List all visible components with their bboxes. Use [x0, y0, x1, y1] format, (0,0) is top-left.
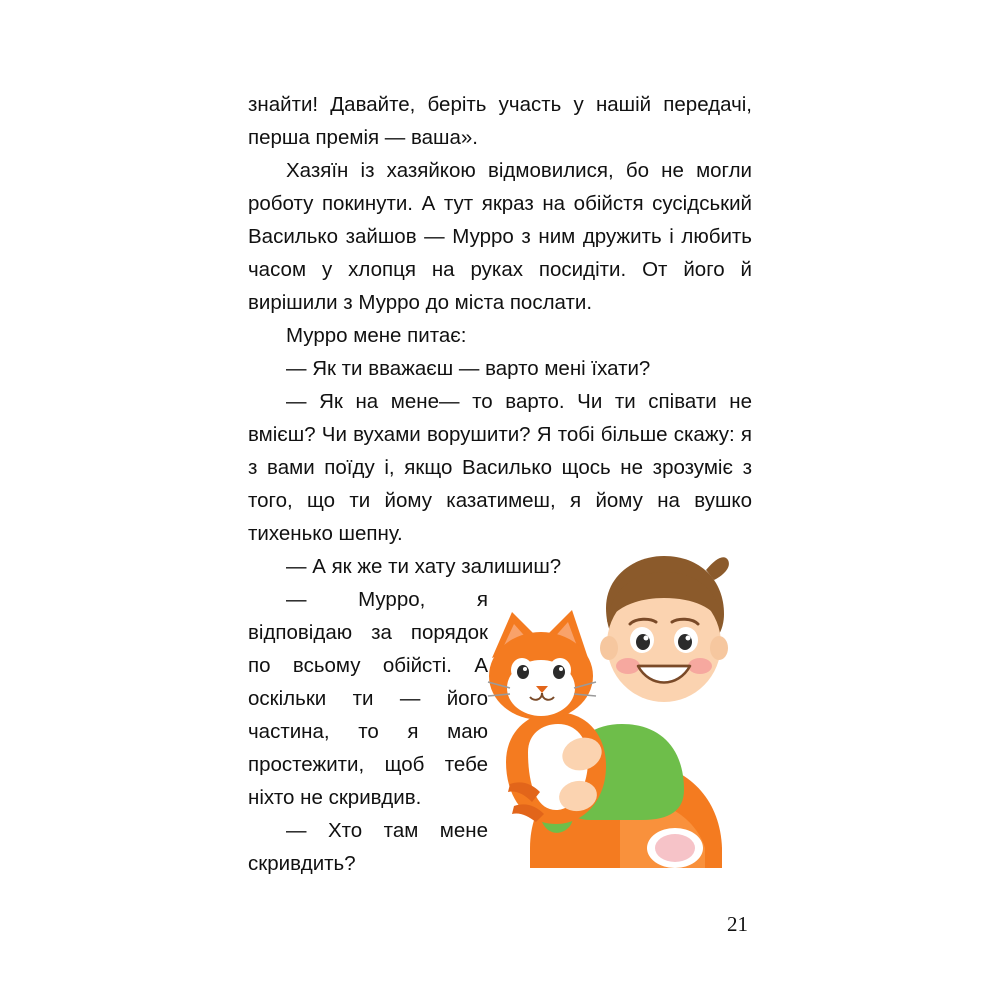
paragraph-1: знайти! Давайте, беріть участь у нашій передачі, перша премія — ваша».: [248, 93, 752, 149]
dialog-line-2: — Як на мене— то варто. Чи ти співати не вмієш? Чи вухами ворушити? Я тобі більше скажу: я з вами поїду і, якщо Василько щось не зрозуміє з того, що ти йому казатимеш, я йому на вушко тихенько шепну.: [248, 390, 752, 545]
illustration-boy-holding-cat: [470, 548, 770, 868]
dialog-line-3: — А як же ти хату залишиш?: [286, 555, 562, 578]
dialog-line-1: — Як ти вважаєш — варто мені їхати?: [286, 357, 651, 380]
page-number: 21: [727, 912, 748, 936]
dialog-line-5: — Хто там мене скривдить?: [248, 819, 488, 875]
paragraph-3: Мурро мене питає:: [286, 324, 467, 347]
dialog-line-4: — Мурро, я відповідаю за порядок по всьому обійсті. А оскільки ти — його частина, то я маю простежити, щоб тебе ніхто не скривдив.: [248, 588, 488, 809]
paragraph-2: Хазяїн із хазяйкою відмовилися, бо не могли роботу покинути. А тут якраз на обійстя сусідський Василько зайшов — Мурро з ним дружить і любить часом у хлопця на руках посидіти. От його й вирішили з Мурро до міста послати.: [248, 159, 752, 314]
